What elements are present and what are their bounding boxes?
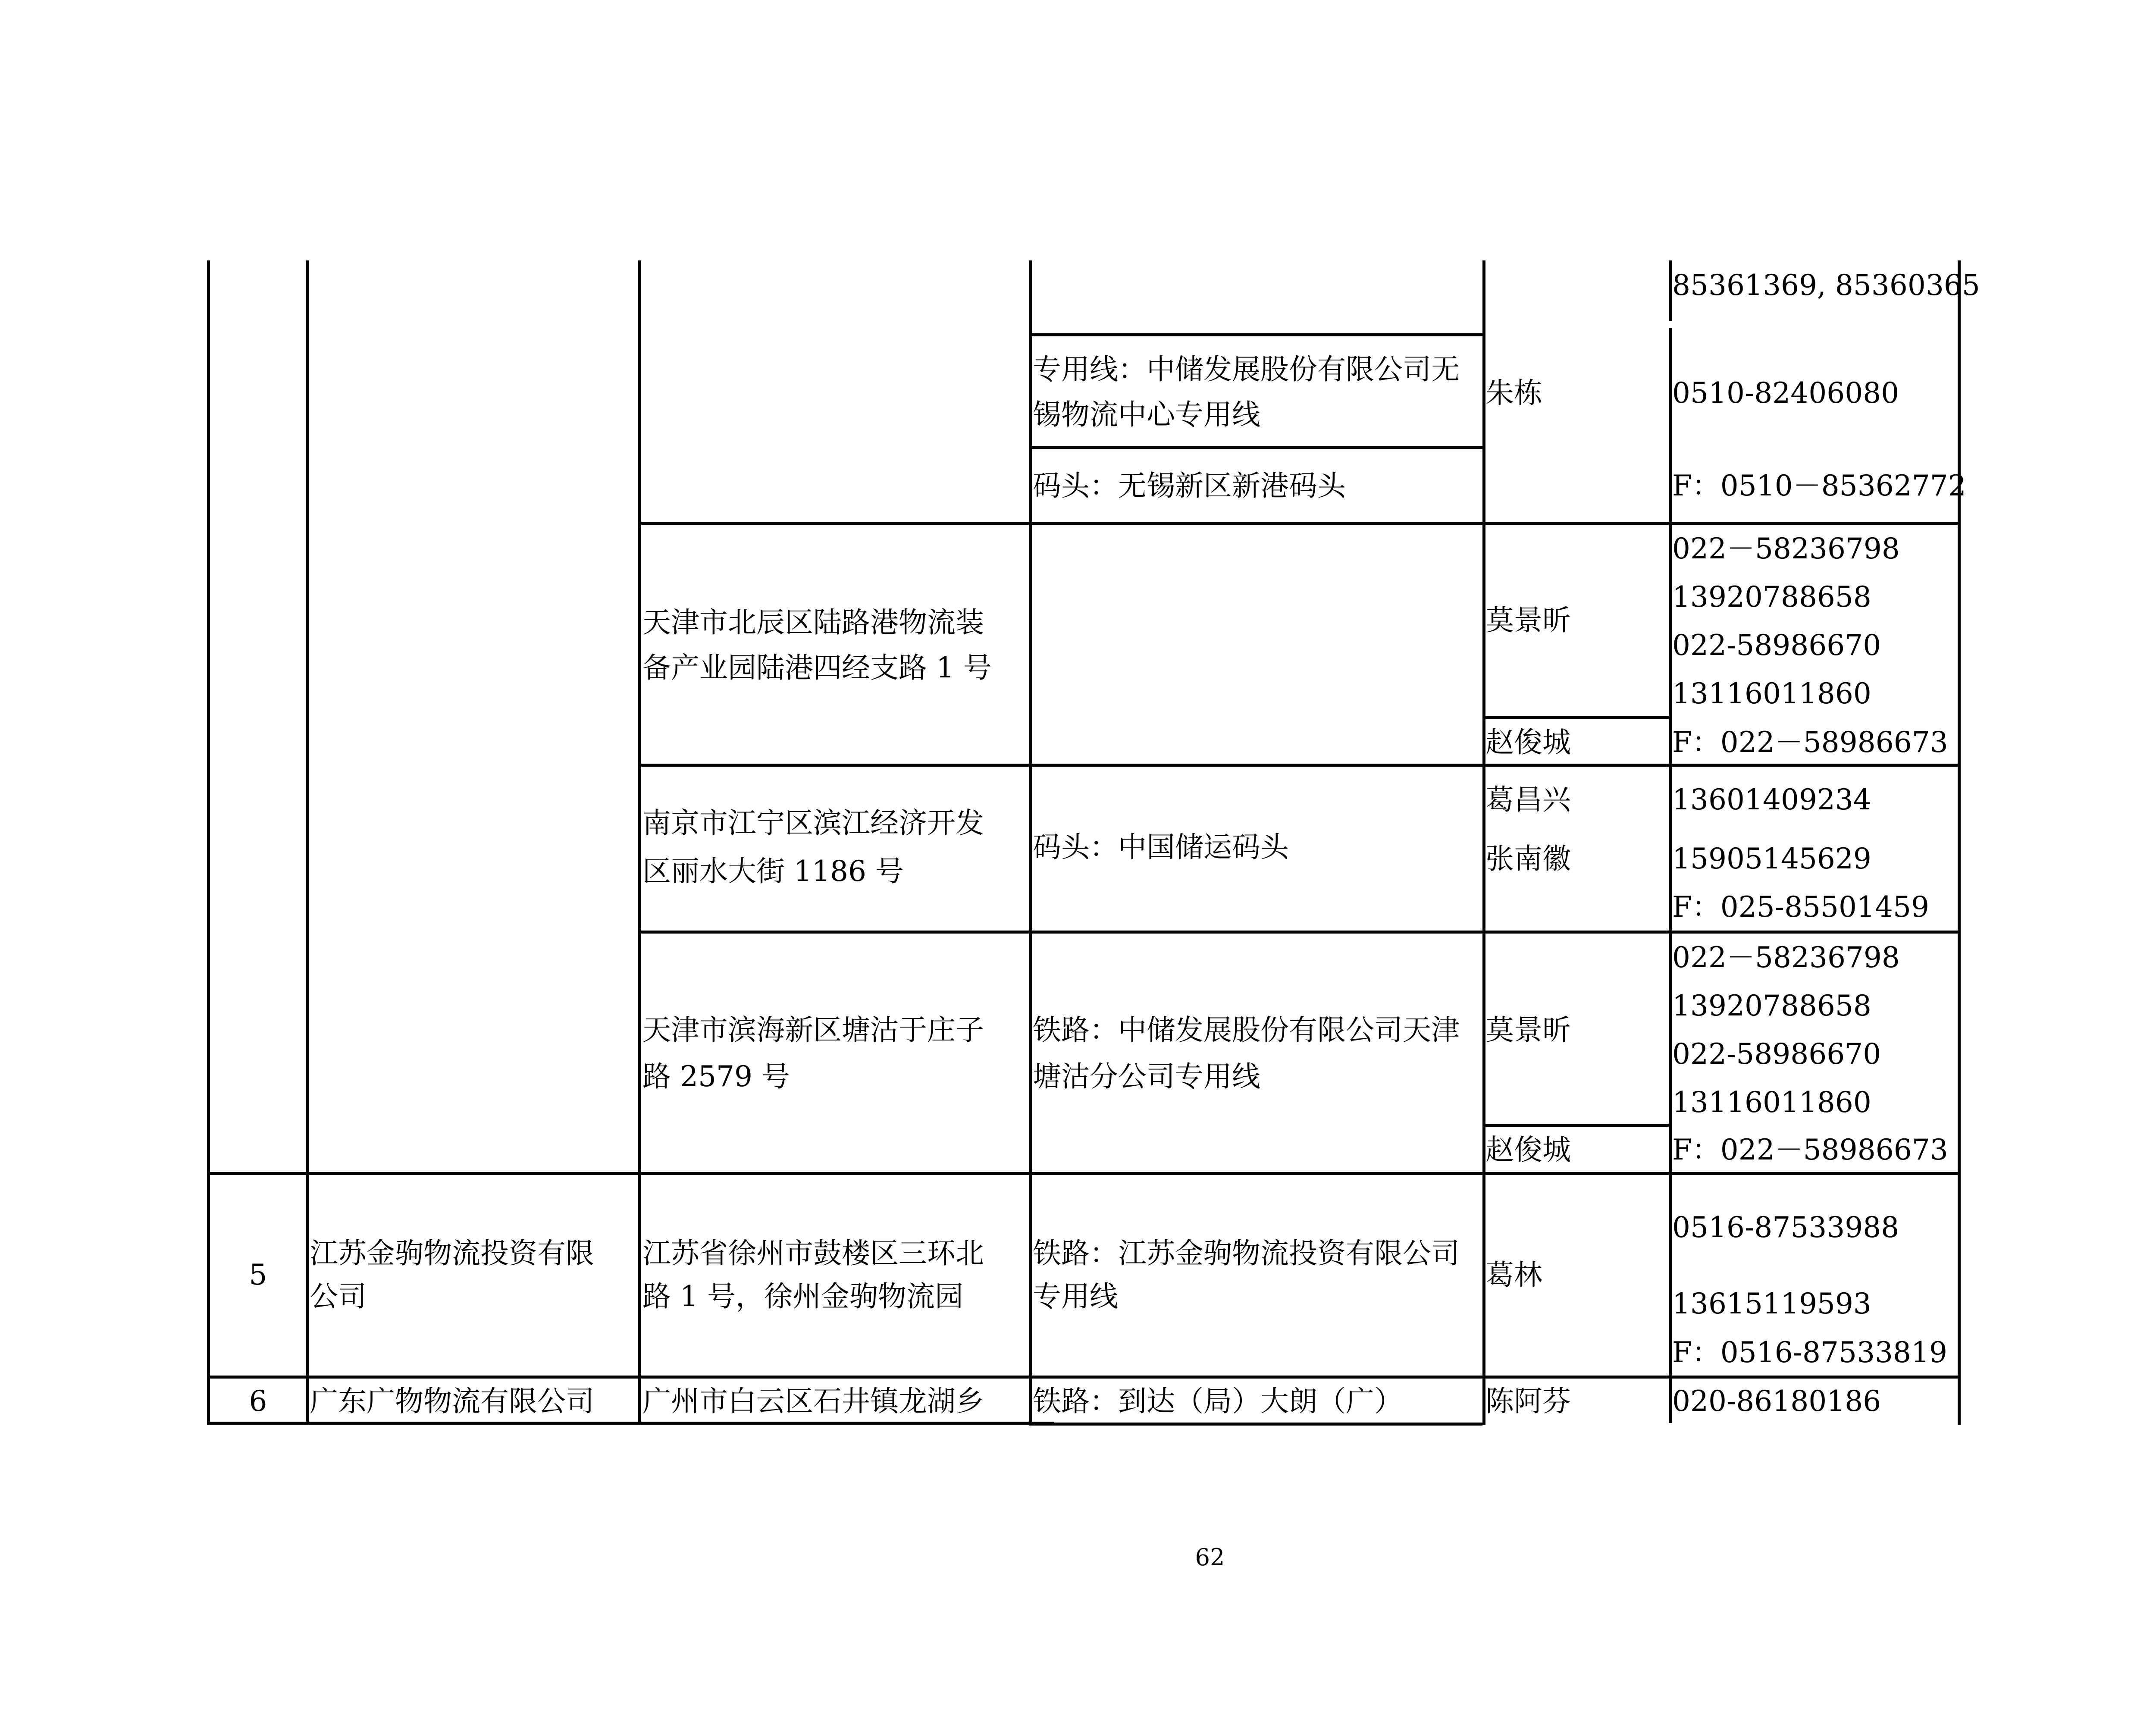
company-name: 广东广物物流有限公司 bbox=[310, 1385, 594, 1418]
address-text: 南京市江宁区滨江经济开发 bbox=[642, 806, 984, 840]
phone-number: 13601409234 bbox=[1672, 783, 1871, 816]
phone-number: 13116011860 bbox=[1672, 677, 1871, 710]
table-border bbox=[638, 260, 641, 1425]
contact-name: 赵俊城 bbox=[1485, 1133, 1571, 1166]
phone-number: 022-58986670 bbox=[1672, 629, 1881, 662]
table-border bbox=[1669, 328, 1672, 1423]
contact-name: 葛昌兴 bbox=[1485, 783, 1571, 816]
phone-number: 0510-82406080 bbox=[1672, 376, 1899, 410]
fax-number: F：025-85501459 bbox=[1672, 890, 1929, 924]
address-text: 天津市滨海新区塘沽于庄子 bbox=[642, 1013, 984, 1047]
fax-number: F：0510－85362772 bbox=[1672, 469, 1966, 502]
table-border bbox=[1029, 333, 1482, 336]
facility-text: 塘沽分公司专用线 bbox=[1033, 1060, 1260, 1093]
facility-text: 码头：中国储运码头 bbox=[1033, 830, 1289, 864]
table-border bbox=[207, 260, 210, 1425]
address-text: 区丽水大街 1186 号 bbox=[642, 855, 904, 888]
table-border bbox=[1958, 260, 1961, 1425]
phone-number: 13116011860 bbox=[1672, 1086, 1871, 1119]
phone-number: 022－58236798 bbox=[1672, 532, 1900, 565]
facility-text: 铁路：到达（局）大朗（广） bbox=[1033, 1385, 1403, 1418]
page-number: 62 bbox=[1195, 1544, 1225, 1571]
phone-number: 13920788658 bbox=[1672, 989, 1871, 1022]
table-border bbox=[1669, 260, 1672, 321]
table-border bbox=[1029, 260, 1032, 1425]
fax-number: F：022－58986673 bbox=[1672, 726, 1948, 759]
row-number: 6 bbox=[249, 1385, 267, 1418]
facility-text: 码头：无锡新区新港码头 bbox=[1033, 469, 1346, 502]
phone-number: 13615119593 bbox=[1672, 1287, 1871, 1320]
table-border bbox=[1029, 446, 1482, 449]
address-text: 路 1 号，徐州金驹物流园 bbox=[642, 1280, 963, 1313]
company-name: 公司 bbox=[310, 1280, 367, 1313]
facility-text: 铁路：中储发展股份有限公司天津 bbox=[1033, 1013, 1460, 1047]
contact-name: 莫景昕 bbox=[1485, 1013, 1571, 1047]
phone-number: 022-58986670 bbox=[1672, 1037, 1881, 1071]
contact-name: 陈阿芬 bbox=[1485, 1385, 1571, 1418]
contact-name: 赵俊城 bbox=[1485, 726, 1571, 759]
facility-text: 专用线：中储发展股份有限公司无 bbox=[1033, 353, 1460, 386]
address-text: 天津市北辰区陆路港物流装 bbox=[642, 606, 984, 639]
address-text: 备产业园陆港四经支路 1 号 bbox=[642, 651, 992, 684]
contact-name: 莫景昕 bbox=[1485, 604, 1571, 637]
phone-number: 0516-87533988 bbox=[1672, 1211, 1899, 1244]
fax-number: F：022－58986673 bbox=[1672, 1133, 1948, 1166]
table-border bbox=[306, 260, 309, 1425]
fax-number: F：0516-87533819 bbox=[1672, 1336, 1947, 1369]
phone-number: 13920788658 bbox=[1672, 580, 1871, 614]
facility-text: 铁路：江苏金驹物流投资有限公司 bbox=[1033, 1237, 1460, 1270]
row-number: 5 bbox=[249, 1258, 267, 1291]
contact-name: 张南徽 bbox=[1485, 842, 1571, 875]
facility-text: 专用线 bbox=[1033, 1280, 1118, 1313]
phone-number: 020-86180186 bbox=[1672, 1385, 1881, 1418]
company-name: 江苏金驹物流投资有限 bbox=[310, 1237, 594, 1270]
phone-number: 022－58236798 bbox=[1672, 941, 1900, 974]
phone-number: 15905145629 bbox=[1672, 842, 1871, 875]
phone-number: 85361369, 85360365 bbox=[1672, 269, 1980, 302]
contact-name: 葛林 bbox=[1485, 1258, 1542, 1291]
address-text: 江苏省徐州市鼓楼区三环北 bbox=[642, 1237, 984, 1270]
facility-text: 锡物流中心专用线 bbox=[1033, 398, 1260, 431]
table-border bbox=[1482, 260, 1485, 1425]
address-text: 广州市白云区石井镇龙湖乡 bbox=[642, 1385, 984, 1418]
contact-name: 朱栋 bbox=[1485, 376, 1542, 410]
address-text: 路 2579 号 bbox=[642, 1060, 790, 1093]
